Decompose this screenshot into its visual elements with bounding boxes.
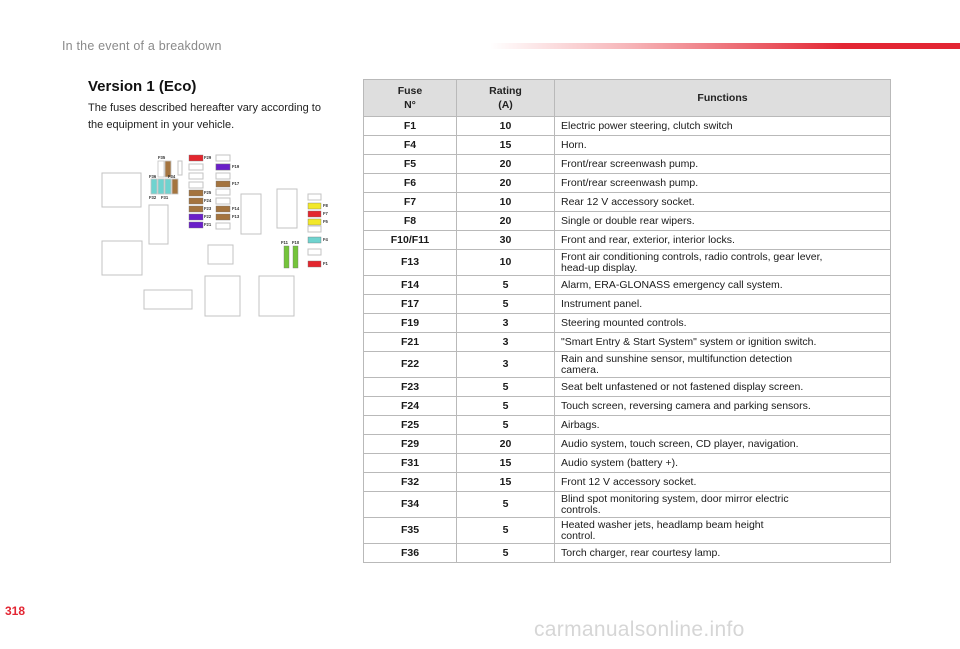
relay-housing bbox=[208, 245, 233, 264]
cell-function: Single or double rear wipers. bbox=[555, 212, 891, 231]
fuse-box-diagram-svg bbox=[96, 148, 346, 323]
fuse-f8 bbox=[308, 203, 321, 209]
cell-function bbox=[555, 518, 891, 544]
cell-function bbox=[555, 250, 891, 276]
fuse-slot-empty bbox=[189, 173, 203, 179]
fuse-f11 bbox=[284, 246, 289, 268]
cell-rating: 3 bbox=[457, 314, 555, 333]
label-f32: F32 bbox=[149, 195, 157, 200]
cell-fuse: F36 bbox=[364, 544, 457, 563]
cell-rating: 15 bbox=[457, 473, 555, 492]
table-row bbox=[364, 435, 891, 454]
label-f31: F31 bbox=[161, 195, 169, 200]
cell-function: Electric power steering, clutch switch bbox=[555, 117, 891, 136]
fuse-box-diagram bbox=[96, 148, 346, 323]
table-header-row bbox=[364, 80, 891, 117]
relay-housing bbox=[205, 276, 240, 316]
label-f21: F21 bbox=[204, 222, 212, 227]
cell-fuse: F4 bbox=[364, 136, 457, 155]
cell-function-line: head-up display. bbox=[561, 261, 638, 274]
table-row bbox=[364, 117, 891, 136]
cell-function bbox=[555, 352, 891, 378]
header-fuse-line1: Fuse bbox=[397, 85, 423, 97]
table-row bbox=[364, 276, 891, 295]
fuse-slot-empty bbox=[216, 189, 230, 195]
watermark: carmanualsonline.info bbox=[534, 618, 745, 641]
fuse-slot-empty bbox=[308, 194, 321, 200]
fuse-slot-empty bbox=[216, 155, 230, 161]
cell-function: Audio system, touch screen, CD player, navigation. bbox=[555, 435, 891, 454]
cell-function: Alarm, ERA-GLONASS emergency call system. bbox=[555, 276, 891, 295]
header-fuse-line2: N° bbox=[404, 99, 416, 111]
table-row bbox=[364, 193, 891, 212]
table-row bbox=[364, 231, 891, 250]
fuse-f24 bbox=[189, 198, 203, 204]
fuse-f21 bbox=[189, 222, 203, 228]
cell-rating: 20 bbox=[457, 212, 555, 231]
header-fuse bbox=[364, 80, 457, 117]
fuse-slot-empty bbox=[216, 223, 230, 229]
fuse-f13 bbox=[216, 214, 230, 220]
fuse-f32 bbox=[158, 179, 164, 194]
table-row bbox=[364, 250, 891, 276]
label-f23: F23 bbox=[204, 206, 212, 211]
fuse-slot-empty bbox=[189, 164, 203, 170]
header-rating bbox=[457, 80, 555, 117]
table-row bbox=[364, 155, 891, 174]
fuse-slot-empty bbox=[189, 182, 203, 188]
fuse-f19 bbox=[216, 164, 230, 170]
fuse-f7 bbox=[308, 211, 321, 217]
cell-function: Front 12 V accessory socket. bbox=[555, 473, 891, 492]
cell-fuse: F35 bbox=[364, 518, 457, 544]
cell-function-line: Blind spot monitoring system, door mirror electric bbox=[561, 492, 789, 505]
table-row bbox=[364, 378, 891, 397]
page-number: 318 bbox=[5, 604, 26, 618]
label-f29: F29 bbox=[204, 155, 212, 160]
cell-rating: 5 bbox=[457, 544, 555, 563]
cell-function-line: Front air conditioning controls, radio controls, gear lever, bbox=[561, 250, 823, 263]
cell-function-line: Rain and sunshine sensor, multifunction detection bbox=[561, 352, 793, 365]
label-f22: F22 bbox=[204, 214, 212, 219]
cell-fuse: F14 bbox=[364, 276, 457, 295]
cell-rating: 3 bbox=[457, 333, 555, 352]
label-f13: F13 bbox=[232, 214, 240, 219]
fuse-slot-empty bbox=[216, 198, 230, 204]
fuse-f14 bbox=[216, 206, 230, 212]
table-row bbox=[364, 454, 891, 473]
label-f11: F11 bbox=[281, 240, 288, 245]
table-row bbox=[364, 518, 891, 544]
label-f14: F14 bbox=[232, 206, 240, 211]
cell-function: Airbags. bbox=[555, 416, 891, 435]
fuse-f10 bbox=[293, 246, 298, 268]
cell-function bbox=[555, 492, 891, 518]
cell-function-line: camera. bbox=[561, 363, 599, 376]
cell-function: Audio system (battery +). bbox=[555, 454, 891, 473]
label-f25: F25 bbox=[204, 190, 212, 195]
cell-fuse: F23 bbox=[364, 378, 457, 397]
table-row bbox=[364, 492, 891, 518]
cell-function: Front/rear screenwash pump. bbox=[555, 155, 891, 174]
cell-function-line: Heated washer jets, headlamp beam height bbox=[561, 518, 764, 531]
fuse-f36 bbox=[151, 179, 157, 194]
cell-rating: 5 bbox=[457, 397, 555, 416]
cell-fuse: F10/F11 bbox=[364, 231, 457, 250]
label-f24: F24 bbox=[204, 198, 212, 203]
cell-function: Instrument panel. bbox=[555, 295, 891, 314]
cell-rating: 15 bbox=[457, 454, 555, 473]
intro-text: The fuses described hereafter vary according to the equipment in your vehicle. bbox=[88, 102, 321, 131]
cell-fuse: F25 bbox=[364, 416, 457, 435]
cell-rating: 10 bbox=[457, 250, 555, 276]
label-f5: F5 bbox=[323, 219, 328, 224]
table-row bbox=[364, 212, 891, 231]
fuse-f22 bbox=[189, 214, 203, 220]
cell-function-line: controls. bbox=[561, 503, 601, 516]
fuse-f25 bbox=[189, 190, 203, 196]
table-row bbox=[364, 136, 891, 155]
fuse-f4 bbox=[308, 237, 321, 243]
cell-function: Steering mounted controls. bbox=[555, 314, 891, 333]
relay-housing bbox=[259, 276, 294, 316]
section-title: Version 1 (Eco) bbox=[88, 78, 197, 95]
cell-function: Horn. bbox=[555, 136, 891, 155]
label-f10: F10 bbox=[292, 240, 300, 245]
cell-fuse: F24 bbox=[364, 397, 457, 416]
cell-function: Touch screen, reversing camera and parking sensors. bbox=[555, 397, 891, 416]
label-f4: F4 bbox=[323, 237, 328, 242]
cell-function: Seat belt unfastened or not fastened display screen. bbox=[555, 378, 891, 397]
table-row bbox=[364, 352, 891, 378]
cell-rating: 3 bbox=[457, 352, 555, 378]
cell-fuse: F21 bbox=[364, 333, 457, 352]
cell-fuse: F34 bbox=[364, 492, 457, 518]
fuse-slot-empty bbox=[308, 226, 321, 232]
fuse-f23 bbox=[189, 206, 203, 212]
relay-housing bbox=[102, 241, 142, 275]
header-accent-bar bbox=[490, 43, 960, 49]
cell-rating: 20 bbox=[457, 174, 555, 193]
relay-housing bbox=[102, 173, 141, 207]
table-row bbox=[364, 333, 891, 352]
cell-rating: 20 bbox=[457, 155, 555, 174]
cell-fuse: F17 bbox=[364, 295, 457, 314]
cell-fuse: F19 bbox=[364, 314, 457, 333]
relay-housing bbox=[241, 194, 261, 234]
cell-rating: 5 bbox=[457, 378, 555, 397]
cell-rating: 20 bbox=[457, 435, 555, 454]
table-row bbox=[364, 416, 891, 435]
label-f34: F34 bbox=[168, 174, 176, 179]
header-rating-line1: Rating bbox=[489, 85, 522, 97]
fuse-slot-empty bbox=[158, 161, 164, 177]
relay-housing bbox=[144, 290, 192, 309]
label-f17: F17 bbox=[232, 181, 240, 186]
table-row bbox=[364, 473, 891, 492]
table-row bbox=[364, 314, 891, 333]
table-row bbox=[364, 544, 891, 563]
cell-function-line: control. bbox=[561, 529, 596, 542]
label-f36: F36 bbox=[149, 174, 157, 179]
cell-function: Rear 12 V accessory socket. bbox=[555, 193, 891, 212]
fuse-f17 bbox=[216, 181, 230, 187]
fuse-table bbox=[363, 79, 891, 563]
header-rating-line2: (A) bbox=[498, 99, 513, 111]
cell-fuse: F7 bbox=[364, 193, 457, 212]
cell-fuse: F32 bbox=[364, 473, 457, 492]
label-f1: F1 bbox=[323, 261, 328, 266]
relay-housing bbox=[277, 189, 297, 228]
fuse-f5 bbox=[308, 219, 321, 225]
fuse-slot-empty bbox=[178, 161, 182, 175]
cell-rating: 30 bbox=[457, 231, 555, 250]
table-row bbox=[364, 295, 891, 314]
fuse-slot-empty bbox=[216, 173, 230, 179]
cell-fuse: F13 bbox=[364, 250, 457, 276]
fuse-f29 bbox=[189, 155, 203, 161]
fuse-f1 bbox=[308, 261, 321, 267]
table-row bbox=[364, 397, 891, 416]
cell-rating: 10 bbox=[457, 117, 555, 136]
cell-function: "Smart Entry & Start System" system or ignition switch. bbox=[555, 333, 891, 352]
cell-fuse: F8 bbox=[364, 212, 457, 231]
label-f19: F19 bbox=[232, 164, 240, 169]
cell-rating: 5 bbox=[457, 518, 555, 544]
fuse-f34 bbox=[172, 179, 178, 194]
cell-fuse: F29 bbox=[364, 435, 457, 454]
cell-rating: 5 bbox=[457, 416, 555, 435]
cell-function: Torch charger, rear courtesy lamp. bbox=[555, 544, 891, 563]
label-f7: F7 bbox=[323, 211, 328, 216]
running-header: In the event of a breakdown bbox=[62, 39, 222, 53]
cell-function: Front and rear, exterior, interior locks. bbox=[555, 231, 891, 250]
cell-rating: 5 bbox=[457, 492, 555, 518]
relay-housing bbox=[149, 205, 168, 244]
table-row bbox=[364, 174, 891, 193]
cell-fuse: F31 bbox=[364, 454, 457, 473]
cell-fuse: F5 bbox=[364, 155, 457, 174]
cell-rating: 5 bbox=[457, 276, 555, 295]
cell-rating: 15 bbox=[457, 136, 555, 155]
cell-fuse: F1 bbox=[364, 117, 457, 136]
cell-rating: 5 bbox=[457, 295, 555, 314]
cell-function: Front/rear screenwash pump. bbox=[555, 174, 891, 193]
cell-fuse: F22 bbox=[364, 352, 457, 378]
label-f35: F35 bbox=[158, 155, 166, 160]
cell-fuse: F6 bbox=[364, 174, 457, 193]
cell-rating: 10 bbox=[457, 193, 555, 212]
fuse-f31 bbox=[165, 179, 171, 194]
label-f8: F8 bbox=[323, 203, 328, 208]
fuse-slot-empty bbox=[308, 249, 321, 255]
header-functions: Functions bbox=[555, 80, 891, 117]
